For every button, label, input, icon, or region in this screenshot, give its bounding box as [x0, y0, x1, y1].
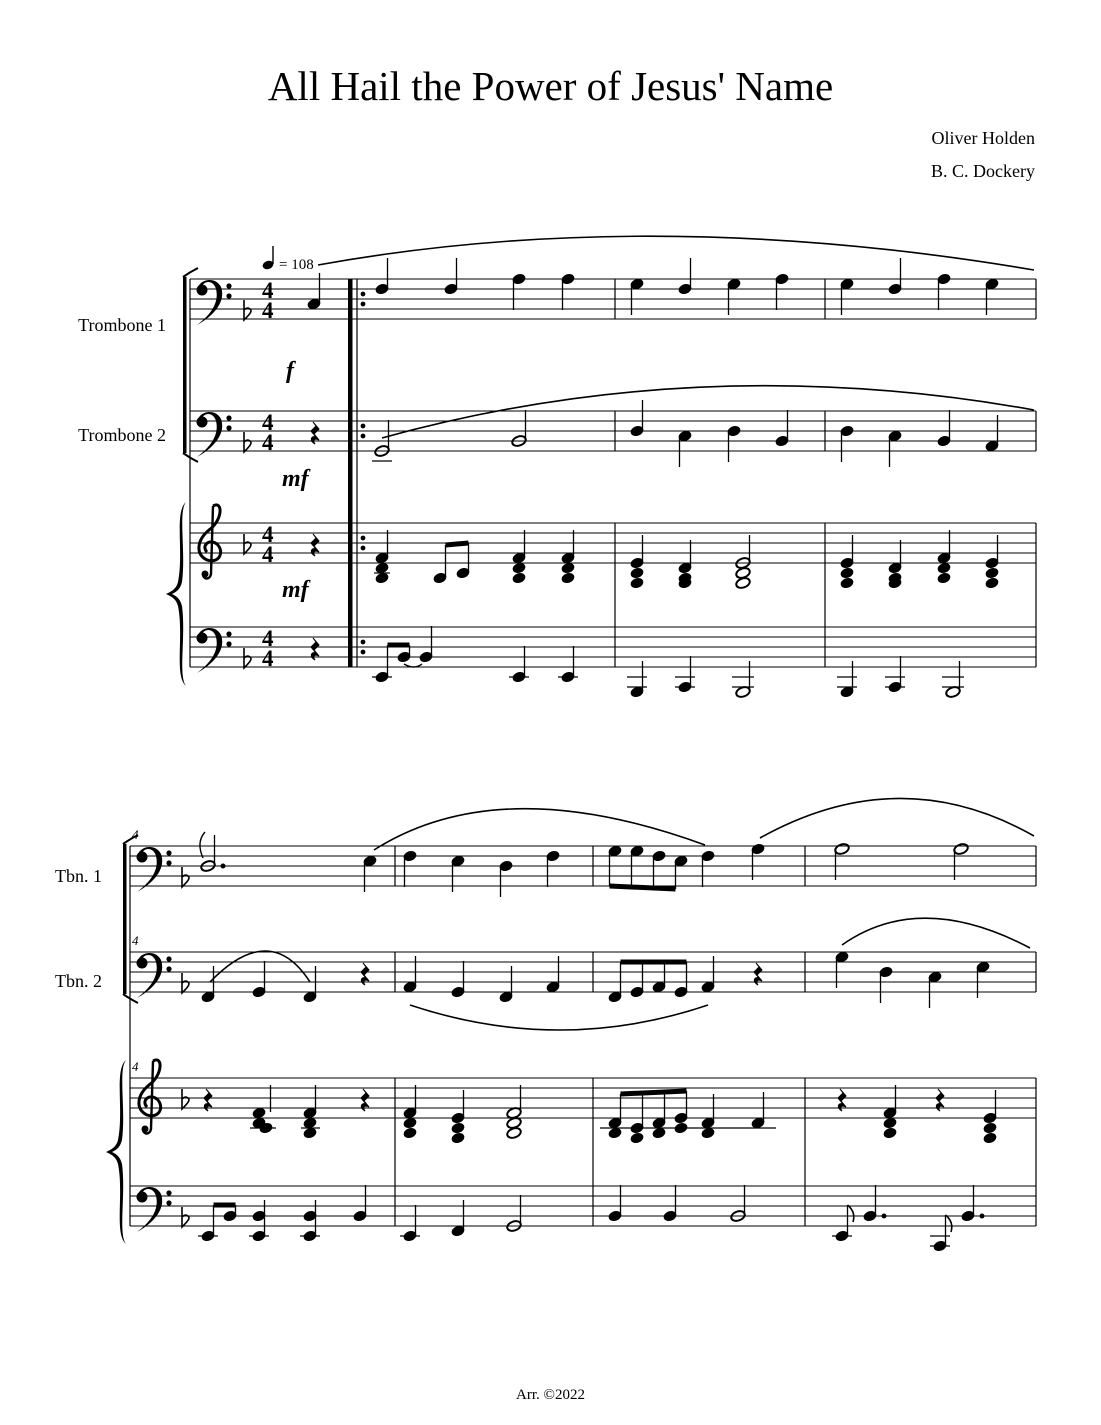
- barlines: [395, 846, 1036, 1226]
- dynamic-trombone1: f: [286, 358, 294, 384]
- measure-number: 4: [132, 933, 139, 948]
- part-label-trombone2: Tbn. 2: [55, 971, 102, 991]
- staff-trombone1: [130, 846, 1036, 886]
- trombone1-notes: [307, 258, 999, 315]
- score-title: All Hail the Power of Jesus' Name: [267, 63, 834, 109]
- svg-text:4: 4: [262, 646, 274, 671]
- piano-brace: [166, 502, 186, 686]
- svg-text:4: 4: [262, 522, 274, 547]
- repeat-barline: [348, 279, 365, 667]
- bass-clef-icon: [197, 628, 232, 673]
- system-1: [78, 236, 1036, 698]
- system-2: [55, 798, 1036, 1252]
- svg-text:4: 4: [262, 626, 274, 651]
- slur: [410, 1005, 708, 1030]
- flat-icon: [182, 1207, 189, 1227]
- staff-piano-treble: [130, 1078, 1036, 1118]
- bass-clef-icon: [137, 847, 172, 892]
- slur: [842, 918, 1030, 948]
- treble-clef-icon: [139, 1060, 161, 1134]
- dynamic-piano: mf: [282, 577, 309, 603]
- flat-icon: [244, 534, 251, 554]
- composer-credit: Oliver Holden: [931, 128, 1035, 148]
- staff-trombone1: [190, 279, 1036, 319]
- slur: [382, 386, 1034, 438]
- slur: [760, 798, 1034, 838]
- part-label-trombone1: Tbn. 1: [55, 866, 102, 886]
- measure-number: 4: [132, 1059, 139, 1074]
- svg-text:4: 4: [262, 430, 274, 455]
- slur: [210, 951, 310, 982]
- flat-icon: [244, 648, 251, 668]
- bass-clef-icon: [137, 953, 172, 998]
- svg-text:4: 4: [262, 410, 274, 435]
- dynamic-trombone2: mf: [282, 466, 309, 492]
- flat-icon: [182, 1089, 189, 1109]
- arranger-credit: B. C. Dockery: [931, 161, 1035, 181]
- tempo-value: = 108: [279, 257, 314, 273]
- part-label-trombone2: Trombone 2: [78, 425, 166, 445]
- bass-clef-icon: [197, 412, 232, 457]
- flat-icon: [182, 973, 189, 993]
- trombone2-notes: [201, 951, 990, 1008]
- slur: [374, 809, 705, 850]
- bass-clef-icon: [197, 280, 232, 325]
- flat-icon: [182, 867, 189, 887]
- piano-brace: [106, 1060, 126, 1244]
- copyright-footer: Arr. ©2022: [516, 1387, 585, 1403]
- tempo-marking: [261, 246, 313, 273]
- flat-icon: [244, 300, 251, 320]
- svg-text:4: 4: [262, 542, 274, 567]
- bass-clef-icon: [137, 1187, 172, 1232]
- flat-icon: [244, 432, 251, 452]
- svg-text:4: 4: [262, 278, 274, 303]
- svg-text:4: 4: [262, 298, 274, 323]
- barlines: [615, 279, 1036, 667]
- slur: [318, 236, 1034, 270]
- time-signature: [262, 278, 274, 671]
- piano-treble-notes: [311, 530, 999, 590]
- piano-treble-notes: [204, 1085, 997, 1144]
- piano-bass-notes: [198, 1185, 984, 1252]
- measure-number: 4: [132, 827, 139, 842]
- trombone1-notes: [200, 832, 969, 897]
- part-label-trombone1: Trombone 1: [78, 315, 166, 335]
- staff-trombone2: [130, 952, 1036, 992]
- staff-piano-bass: [130, 1186, 1036, 1226]
- treble-clef-icon: [199, 505, 221, 579]
- trombone2-notes: [311, 400, 999, 467]
